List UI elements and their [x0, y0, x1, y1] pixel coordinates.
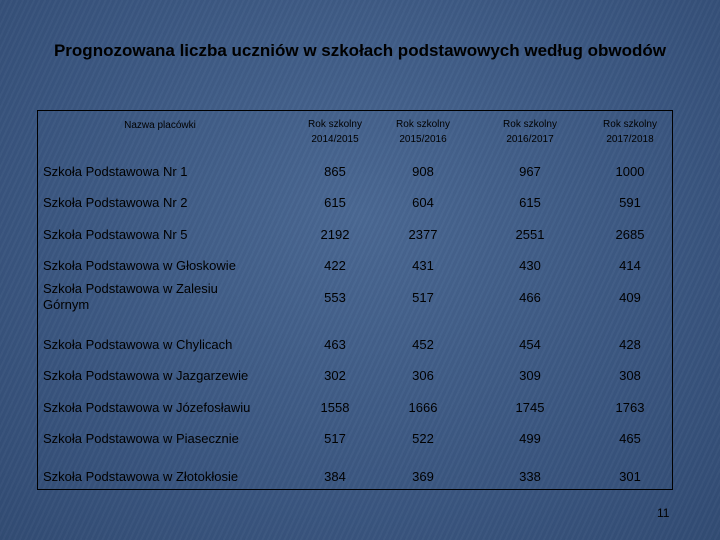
row-value-year-2: 369	[412, 469, 434, 484]
row-value-year-1: 384	[324, 469, 346, 484]
row-value-year-3: 2551	[515, 227, 545, 242]
row-school-name	[43, 258, 236, 274]
row-school-name	[43, 469, 238, 485]
row-value-year-1: 2192	[320, 227, 350, 242]
school-name-line: Szkoła Podstawowa w Złotokłosie	[43, 469, 239, 484]
header-year-3	[485, 117, 575, 147]
row-value-year-1: 1558	[320, 400, 350, 415]
header-year-line: Rok szkolny	[503, 119, 557, 130]
row-school-name	[43, 337, 232, 353]
enrollment-table	[37, 110, 673, 490]
row-value-year-3: 430	[519, 258, 541, 273]
row-value-year-1: 615	[324, 195, 346, 210]
row-value-year-1: 517	[324, 431, 346, 446]
header-year-line: 2017/2018	[606, 134, 654, 145]
row-school-name	[43, 368, 248, 384]
school-name-line: Szkoła Podstawowa w Józefosławiu	[43, 400, 251, 415]
row-value-year-3: 338	[519, 469, 541, 484]
row-value-year-2: 431	[412, 258, 434, 273]
row-value-year-4: 308	[619, 368, 641, 383]
row-value-year-1: 865	[324, 164, 346, 179]
header-year-line: 2014/2015	[311, 134, 359, 145]
row-value-year-3: 499	[519, 431, 541, 446]
row-value-year-3: 615	[519, 195, 541, 210]
row-value-year-2: 2377	[408, 227, 438, 242]
row-value-year-2: 604	[412, 195, 434, 210]
school-name-line: Szkoła Podstawowa w Chylicach	[43, 337, 233, 352]
row-value-year-3: 967	[519, 164, 541, 179]
row-school-name	[43, 227, 188, 243]
row-value-year-3: 466	[519, 290, 541, 305]
header-year-line: 2015/2016	[399, 134, 447, 145]
row-value-year-1: 302	[324, 368, 346, 383]
row-school-name	[43, 431, 239, 447]
header-year-line: Rok szkolny	[603, 119, 657, 130]
header-year-line: 2016/2017	[506, 134, 554, 145]
row-value-year-4: 465	[619, 431, 641, 446]
row-value-year-4: 301	[619, 469, 641, 484]
row-value-year-4: 414	[619, 258, 641, 273]
row-school-name	[43, 195, 188, 211]
school-name-line: Szkoła Podstawowa w Zalesiu	[43, 281, 218, 296]
row-school-name	[43, 400, 250, 416]
school-name-line: Szkoła Podstawowa w Piasecznie	[43, 431, 239, 446]
header-year-2	[378, 117, 468, 147]
row-value-year-2: 517	[412, 290, 434, 305]
row-school-name	[43, 281, 218, 313]
header-year-line: Rok szkolny	[308, 119, 362, 130]
school-name-line: Szkoła Podstawowa Nr 1	[43, 164, 188, 179]
row-value-year-2: 306	[412, 368, 434, 383]
header-year-line: Rok szkolny	[396, 119, 450, 130]
school-name-line: Szkoła Podstawowa Nr 2	[43, 195, 188, 210]
row-value-year-4: 1763	[615, 400, 645, 415]
page-number: 11	[657, 506, 670, 520]
row-value-year-1: 463	[324, 337, 346, 352]
slide-title: Prognozowana liczba uczniów w szkołach podstawowych według obwodów	[53, 41, 667, 60]
row-school-name	[43, 164, 188, 180]
row-value-year-3: 454	[519, 337, 541, 352]
row-value-year-2: 1666	[408, 400, 438, 415]
row-value-year-1: 553	[324, 290, 346, 305]
school-name-line: Szkoła Podstawowa w Głoskowie	[43, 258, 236, 273]
school-name-line: Szkoła Podstawowa w Jazgarzewie	[43, 368, 249, 383]
header-year-1	[290, 117, 380, 147]
row-value-year-3: 1745	[515, 400, 545, 415]
row-value-year-4: 2685	[615, 227, 645, 242]
row-value-year-4: 428	[619, 337, 641, 352]
school-name-line: Górnym	[43, 297, 90, 312]
row-value-year-1: 422	[324, 258, 346, 273]
header-year-4	[585, 117, 675, 147]
row-value-year-3: 309	[519, 368, 541, 383]
row-value-year-2: 522	[412, 431, 434, 446]
row-value-year-4: 409	[619, 290, 641, 305]
header-name-column: Nazwa placówki	[124, 120, 196, 131]
row-value-year-4: 591	[619, 195, 641, 210]
school-name-line: Szkoła Podstawowa Nr 5	[43, 227, 188, 242]
row-value-year-2: 908	[412, 164, 434, 179]
row-value-year-4: 1000	[615, 164, 645, 179]
row-value-year-2: 452	[412, 337, 434, 352]
